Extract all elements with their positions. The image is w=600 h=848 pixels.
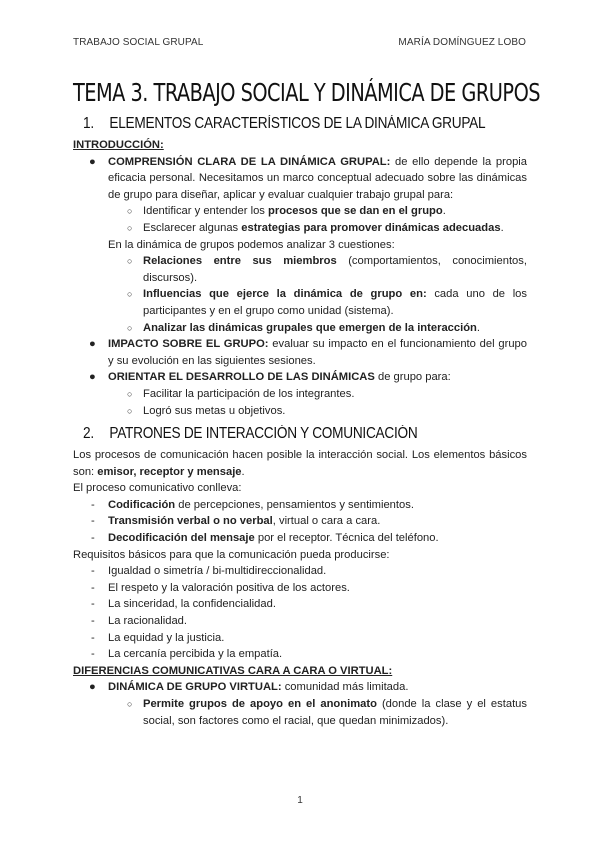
item-bold: procesos que se dan en el grupo	[268, 205, 443, 218]
item-text: evaluar su impacto en el funcionamiento del grupo y su evolución en las siguientes sesiones.	[108, 338, 527, 367]
list-item	[73, 646, 527, 663]
requirements-list	[73, 563, 527, 663]
dash-marker: -	[91, 648, 95, 661]
dash-marker: -	[91, 515, 95, 528]
item-bold: Permite grupos de apoyo en el anonimato	[143, 698, 377, 710]
item-text: , virtual o cara a cara.	[272, 515, 381, 528]
section-title: ELEMENTOS CARACTERÍSTICOS DE LA DINÁMICA GRUPAL	[109, 115, 486, 132]
item-text: .	[476, 321, 480, 334]
dash-marker: -	[91, 581, 95, 594]
dash-marker: -	[91, 615, 95, 628]
list-item	[73, 336, 527, 369]
item-text: .	[500, 221, 504, 234]
list-item	[73, 596, 527, 613]
item-text: La sinceridad, la confidencialidad.	[108, 598, 276, 611]
circle-marker: ○	[127, 222, 133, 233]
dash-marker: -	[91, 532, 95, 545]
list-item	[73, 369, 527, 419]
bullet-marker: ●	[89, 681, 96, 694]
intro-label: INTRODUCCIÓN:	[73, 139, 164, 151]
bullet-marker: ●	[89, 371, 96, 384]
item-text: Esclarecer algunas	[143, 221, 242, 234]
item-text: cada uno de los participantes y en el grupo como unidad (sistema).	[143, 288, 527, 317]
item-bold: Analizar las dinámicas grupales que emergen de la interacción	[143, 321, 477, 334]
page-number: 1	[297, 795, 303, 806]
circle-marker: ○	[127, 256, 133, 267]
list-item	[108, 386, 527, 403]
list-item	[73, 497, 527, 514]
item-text: Igualdad o simetría / bi-multidireccionalidad.	[108, 565, 327, 578]
running-header-right: MARÍA DOMÍNGUEZ LOBO	[398, 37, 526, 48]
item-text: Logró sus metas u objetivos.	[143, 404, 286, 417]
differences-list	[73, 679, 527, 729]
paragraph: El proceso comunicativo conlleva:	[73, 482, 242, 495]
item-text: de ello depende la propia eficacia personal. Necesitamos un marco conceptual adecuado sobre las dinámicas de grupo para diseñar, aplicar y evaluar cualquier trabajo grupal para:	[108, 155, 528, 201]
dash-marker: -	[91, 631, 95, 644]
section-heading-2	[83, 423, 474, 445]
paragraph-text: Los procesos de comunicación hacen posible la interacción social. Los elementos básicos son:	[73, 449, 527, 478]
process-list	[73, 497, 527, 547]
list-item	[73, 530, 527, 547]
list-item	[108, 220, 527, 237]
item-text: La equidad y la justicia.	[108, 631, 225, 644]
dash-marker: -	[91, 565, 95, 578]
running-header-left: TRABAJO SOCIAL GRUPAL	[73, 37, 204, 48]
bullet-marker: ●	[89, 155, 96, 168]
item-bold: Codificación	[108, 498, 176, 511]
item-text: .	[442, 205, 446, 218]
item-text: de grupo para:	[374, 371, 451, 384]
item-bold: DINÁMICA DE GRUPO VIRTUAL:	[108, 681, 282, 694]
item-text: Identificar y entender los	[143, 205, 268, 218]
list-item	[73, 154, 527, 337]
item-text: (donde la clase y el estatus social, son factores como el racial, que quedan minimizados).	[143, 698, 527, 727]
list-item	[108, 286, 527, 319]
item-bold: Influencias que ejerce la dinámica de grupo en:	[143, 288, 427, 301]
circle-marker: ○	[127, 289, 133, 300]
item-bold: Relaciones entre sus miembros	[143, 255, 337, 268]
item-bold: Transmisión verbal o no verbal	[108, 515, 273, 528]
circle-marker: ○	[127, 322, 133, 333]
section-heading-1	[83, 113, 486, 135]
item-text: por el receptor. Técnica del teléfono.	[254, 532, 439, 545]
list-item	[108, 403, 527, 420]
continuation-text: En la dinámica de grupos podemos analizar 3 cuestiones:	[108, 238, 395, 251]
list-item	[108, 253, 527, 286]
circle-marker: ○	[127, 699, 133, 709]
circle-marker: ○	[127, 405, 133, 416]
item-text: comunidad más limitada.	[281, 681, 409, 694]
list-item	[73, 563, 527, 580]
dash-marker: -	[91, 598, 95, 611]
document-title: TEMA 3. TRABAJO SOCIAL Y DINÁMICA DE GRUPOS	[73, 78, 541, 107]
item-text: El respeto y la valoración positiva de los actores.	[108, 581, 350, 594]
item-bold: Decodificación del mensaje	[108, 532, 255, 545]
section-number: 1.	[83, 115, 94, 132]
section-number: 2.	[83, 425, 94, 443]
paragraph	[73, 447, 527, 480]
intro-list	[73, 154, 527, 420]
paragraph-bold: emisor, receptor y mensaje	[97, 465, 242, 478]
differences-label: DIFERENCIAS COMUNICATIVAS CARA A CARA O VIRTUAL:	[73, 664, 393, 677]
list-item	[108, 696, 527, 729]
item-text: de percepciones, pensamientos y sentimientos.	[175, 498, 414, 511]
list-item	[73, 630, 527, 647]
list-item	[108, 320, 527, 337]
item-bold: IMPACTO SOBRE EL GRUPO:	[108, 338, 269, 351]
item-text: (comportamientos, conocimientos, discursos).	[143, 255, 527, 284]
circle-marker: ○	[127, 388, 133, 399]
item-text: La cercanía percibida y la empatía.	[108, 648, 283, 661]
dash-marker: -	[91, 498, 95, 511]
list-item	[73, 613, 527, 630]
bullet-marker: ●	[89, 338, 96, 351]
item-text: Facilitar la participación de los integrantes.	[143, 387, 355, 400]
list-item	[73, 513, 527, 530]
item-text: La racionalidad.	[108, 615, 187, 628]
item-bold: ORIENTAR EL DESARROLLO DE LAS DINÁMICAS	[108, 371, 375, 384]
list-item	[108, 203, 527, 220]
circle-marker: ○	[127, 206, 133, 217]
section-title: PATRONES DE INTERACCIÓN Y COMUNICACIÓN	[109, 425, 418, 443]
item-bold: estrategias para promover dinámicas adecuadas	[241, 221, 501, 234]
paragraph: Requisitos básicos para que la comunicación pueda producirse:	[73, 548, 390, 561]
list-item	[73, 580, 527, 597]
list-item	[73, 679, 527, 729]
paragraph-text: .	[241, 465, 245, 478]
page-content	[73, 75, 541, 729]
item-bold: COMPRENSIÓN CLARA DE LA DINÁMICA GRUPAL:	[108, 155, 391, 168]
